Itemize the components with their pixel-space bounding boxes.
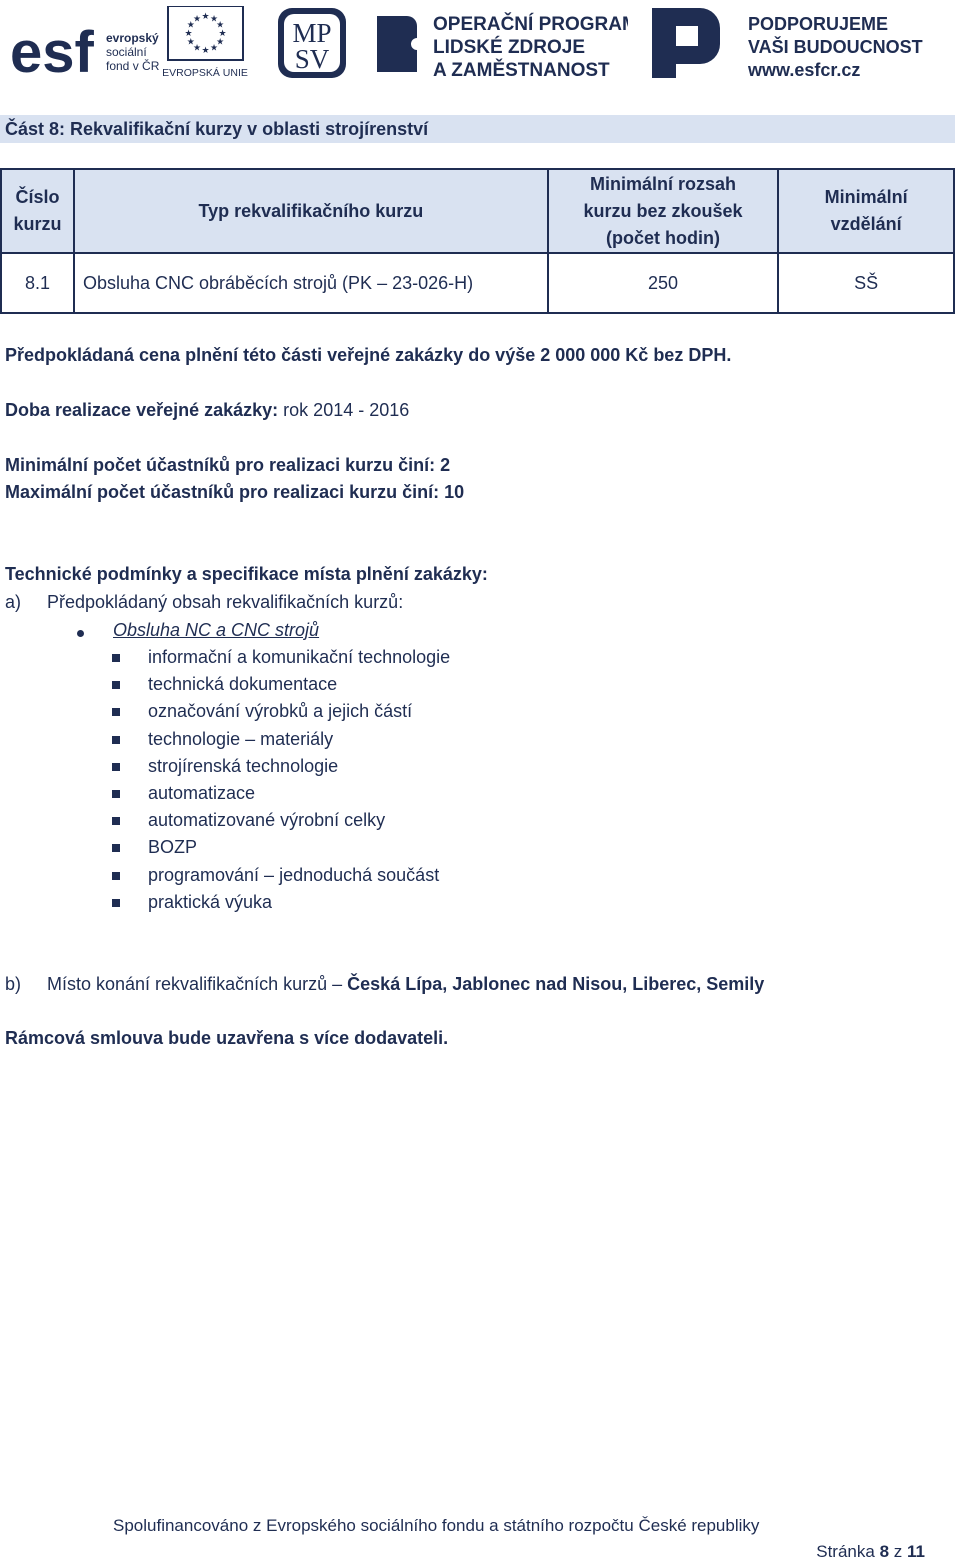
eu-flag-logo	[163, 6, 248, 80]
eu-star-icon: ★	[186, 20, 195, 31]
svg-text:A ZAMĚSTNANOST: A ZAMĚSTNANOST	[433, 60, 610, 80]
min-participants: Minimální počet účastníků pro realizaci kurzu činí: 2	[5, 455, 451, 475]
eu-star-icon: ★	[201, 12, 210, 22]
square-bullet-icon	[112, 654, 120, 662]
list-item-label: informační a komunikační technologie	[148, 647, 451, 667]
mpsv-logo	[276, 6, 348, 80]
eu-star-icon: ★	[186, 37, 195, 48]
svg-text:VAŠI BUDOUCNOST: VAŠI BUDOUCNOST	[748, 37, 923, 57]
list-item-label: automatizované výrobní celky	[148, 810, 386, 831]
eu-star-icon: ★	[184, 29, 193, 39]
col-header-education: Minimální vzdělání	[778, 169, 954, 253]
podporujeme-logo	[650, 6, 930, 80]
cell-course-education: SŠ	[778, 253, 954, 313]
eu-star-icon: ★	[209, 43, 219, 54]
framework-note: Rámcová smlouva bude uzavřena s více dodavateli.	[5, 1028, 449, 1048]
square-bullet-icon	[112, 899, 120, 907]
max-participants: Maximální počet účastníků pro realizaci kurzu činí: 10	[5, 482, 465, 502]
op-lzz-logo	[373, 6, 628, 80]
funding-note: Spolufinancováno z Evropského sociálního fondu a státního rozpočtu České republiky	[113, 1516, 760, 1535]
esf-logo	[10, 6, 160, 80]
square-bullet-icon	[112, 872, 120, 880]
svg-text:EVROPSKÁ UNIE: EVROPSKÁ UNIE	[163, 67, 248, 79]
svg-text:SV: SV	[294, 44, 330, 74]
eu-star-icon: ★	[209, 14, 219, 25]
square-bullet-icon	[112, 763, 120, 771]
svg-text:OPERAČNÍ PROGRAM: OPERAČNÍ PROGRAM	[433, 14, 628, 35]
square-bullet-icon	[112, 736, 120, 744]
page-number: Stránka 8 z 11	[816, 1542, 925, 1561]
svg-text:evropský: evropský	[106, 31, 159, 45]
square-bullet-icon	[112, 844, 120, 852]
table-row	[1, 253, 954, 313]
square-bullet-icon	[112, 681, 120, 689]
eu-star-icon: ★	[218, 29, 227, 39]
list-item-label: BOZP	[148, 837, 198, 858]
svg-text:sociální: sociální	[106, 45, 147, 59]
list-item-label: automatizace	[148, 783, 256, 803]
item-a-text: Předpokládaný obsah rekvalifikačních kurzů:	[47, 592, 404, 612]
bullet-icon	[77, 630, 84, 637]
svg-text:MP: MP	[292, 18, 332, 48]
conditions-heading: Technické podmínky a specifikace místa plnění zakázky:	[5, 564, 488, 584]
module-title: Obsluha NC a CNC strojů	[113, 620, 320, 640]
logo-strip	[0, 0, 960, 90]
svg-text:fond v ČR: fond v ČR	[106, 59, 160, 73]
eu-star-icon: ★	[201, 46, 210, 56]
item-a-label: a)	[5, 592, 22, 612]
svg-text:www.esfcr.cz: www.esfcr.cz	[748, 60, 861, 80]
col-header-type: Typ rekvalifikačního kurzu	[74, 169, 548, 253]
square-bullet-icon	[112, 790, 120, 798]
list-item-label: praktická výuka	[148, 891, 273, 912]
cell-course-hours: 250	[548, 253, 779, 313]
cell-course-number: 8.1	[1, 253, 74, 313]
list-item-label: strojírenská technologie	[148, 755, 339, 776]
duration-label: Doba realizace veřejné zakázky:	[5, 400, 279, 420]
eu-star-icon: ★	[192, 14, 202, 25]
eu-star-icon: ★	[216, 20, 225, 31]
svg-text:esf: esf	[10, 20, 94, 80]
square-bullet-icon	[112, 708, 120, 716]
list-item-label: označování výrobků a jejich částí	[148, 701, 413, 722]
svg-text:PODPORUJEME: PODPORUJEME	[748, 14, 889, 34]
table-header-row	[1, 169, 954, 253]
price-statement: Předpokládaná cena plnění této části veřejné zakázky do výše 2 000 000 Kč bez DPH.	[5, 345, 732, 365]
cell-course-name: Obsluha CNC obráběcích strojů (PK – 23-026-H)	[74, 253, 548, 313]
course-table	[0, 168, 955, 314]
place-list: Česká Lípa, Jablonec nad Nisou, Liberec, Semily	[347, 974, 765, 994]
square-bullet-icon	[112, 817, 120, 825]
list-item-label: technická dokumentace	[148, 674, 338, 695]
section-title: Část 8: Rekvalifikační kurzy v oblasti strojírenství	[0, 115, 955, 143]
item-b-label: b)	[5, 974, 22, 994]
col-header-hours: Minimální rozsah kurzu bez zkoušek (počet hodin)	[548, 169, 779, 253]
svg-text:LIDSKÉ ZDROJE: LIDSKÉ ZDROJE	[433, 37, 586, 58]
eu-star-icon: ★	[216, 37, 225, 48]
duration-value: rok 2014 - 2016	[283, 400, 410, 420]
list-item-label: technologie – materiály	[148, 728, 334, 749]
item-b-text	[47, 974, 764, 995]
duration-line	[5, 400, 409, 421]
col-header-number: Číslo kurzu	[1, 169, 74, 253]
place-intro: Místo konání rekvalifikačních kurzů –	[47, 974, 343, 994]
list-item-label: programování – jednoduchá součást	[148, 864, 440, 885]
eu-star-icon: ★	[192, 43, 202, 54]
